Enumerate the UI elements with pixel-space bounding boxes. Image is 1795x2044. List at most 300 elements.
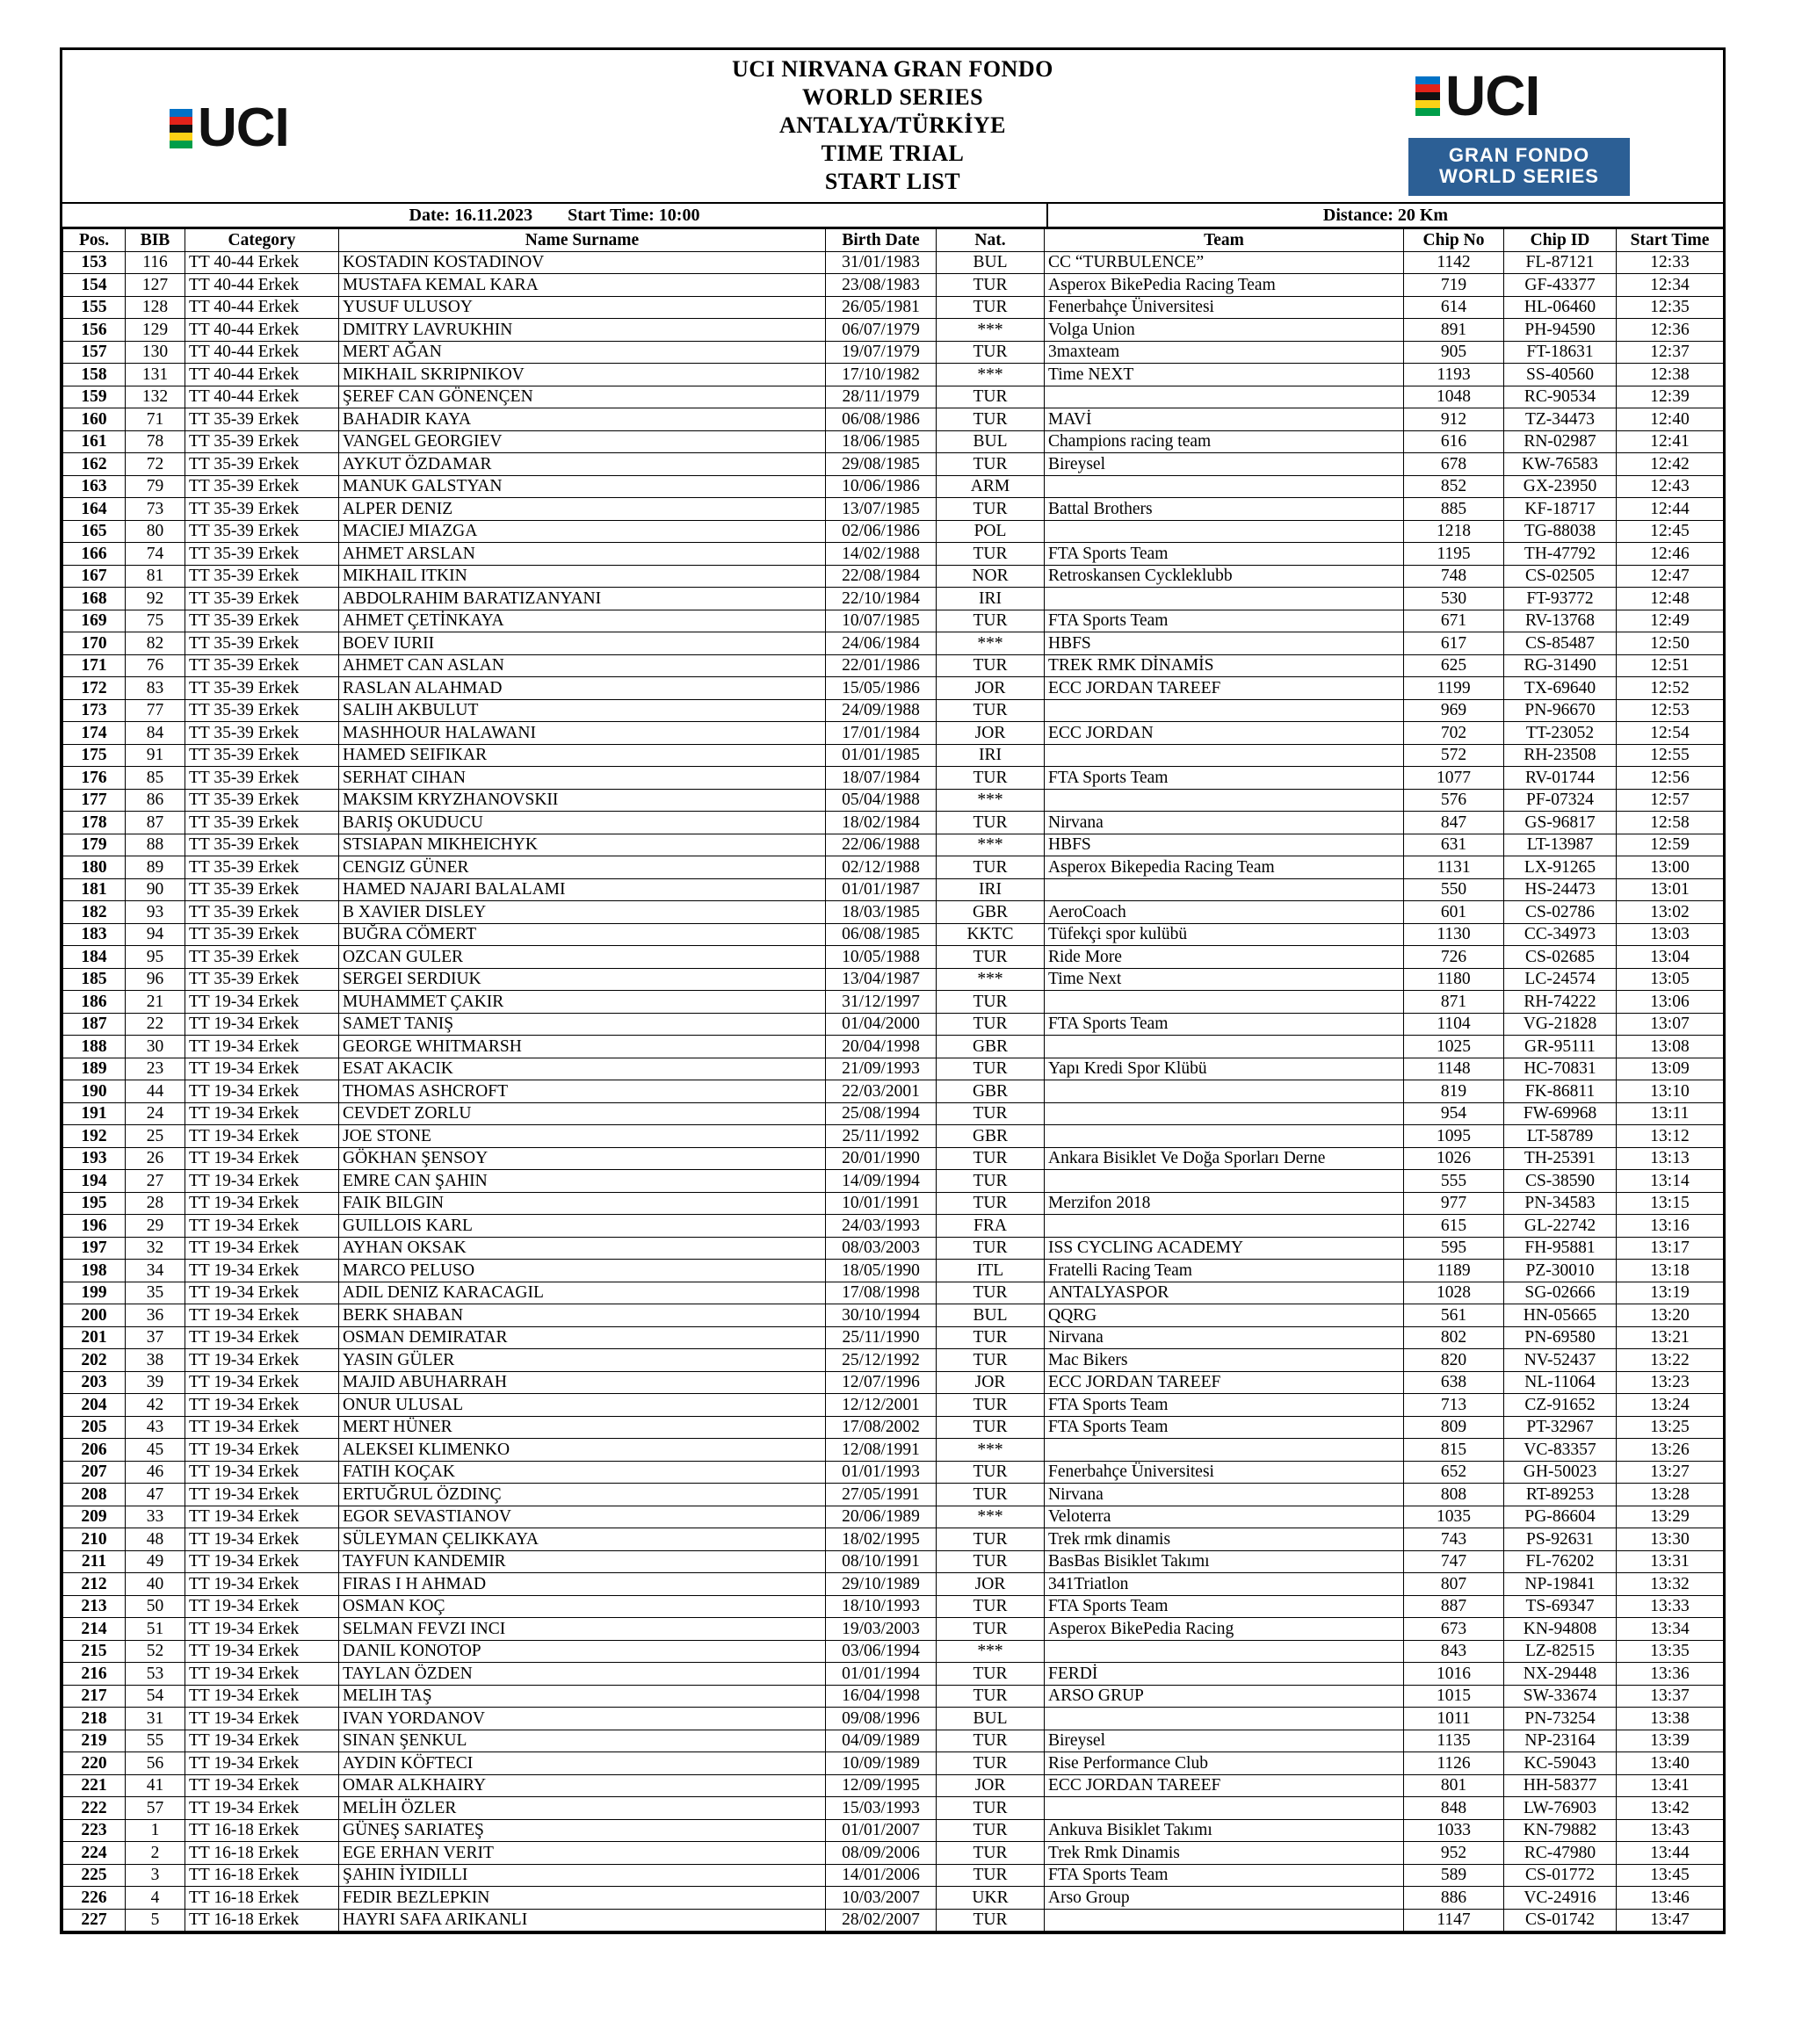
cell-chip-no: 801 <box>1404 1774 1504 1797</box>
cell-birth-date: 06/08/1985 <box>826 923 937 946</box>
cell-chip-no: 1147 <box>1404 1909 1504 1932</box>
cell-pos: 194 <box>63 1170 126 1193</box>
cell-bib: 21 <box>126 991 185 1014</box>
cell-start-time: 12:51 <box>1617 654 1724 677</box>
cell-name: ALEKSEI KLIMENKO <box>339 1439 826 1462</box>
cell-pos: 218 <box>63 1708 126 1730</box>
cell-team: ECC JORDAN TAREEF <box>1045 1371 1404 1394</box>
cell-pos: 217 <box>63 1685 126 1708</box>
cell-pos: 212 <box>63 1573 126 1596</box>
cell-start-time: 13:43 <box>1617 1819 1724 1842</box>
cell-bib: 28 <box>126 1192 185 1215</box>
cell-birth-date: 22/01/1986 <box>826 654 937 677</box>
cell-pos: 176 <box>63 767 126 790</box>
cell-chip-id: NX-29448 <box>1504 1663 1617 1686</box>
cell-name: ERTUĞRUL ÖZDINÇ <box>339 1484 826 1506</box>
cell-name: BERK SHABAN <box>339 1304 826 1327</box>
table-row <box>63 543 1724 566</box>
cell-category: TT 40-44 Erkek <box>185 251 339 274</box>
table-row <box>63 677 1724 700</box>
cell-start-time: 13:18 <box>1617 1260 1724 1282</box>
cell-category: TT 35-39 Erkek <box>185 901 339 924</box>
cell-pos: 219 <box>63 1730 126 1752</box>
cell-chip-id: RN-02987 <box>1504 430 1617 453</box>
cell-pos: 175 <box>63 744 126 767</box>
cell-birth-date: 31/12/1997 <box>826 991 937 1014</box>
cell-name: FATIH KOÇAK <box>339 1461 826 1484</box>
cell-start-time: 12:46 <box>1617 543 1724 566</box>
cell-category: TT 19-34 Erkek <box>185 1506 339 1528</box>
cell-team: FTA Sports Team <box>1045 1013 1404 1036</box>
table-row <box>63 1416 1724 1439</box>
cell-bib: 2 <box>126 1842 185 1865</box>
cell-bib: 4 <box>126 1887 185 1910</box>
cell-chip-id: HL-06460 <box>1504 296 1617 319</box>
table-row <box>63 1304 1724 1327</box>
table-row <box>63 1774 1724 1797</box>
cell-team <box>1045 1080 1404 1103</box>
cell-name: MASHHOUR HALAWANI <box>339 722 826 745</box>
cell-chip-id: KF-18717 <box>1504 498 1617 521</box>
cell-name: JOE STONE <box>339 1125 826 1148</box>
cell-pos: 227 <box>63 1909 126 1932</box>
cell-start-time: 13:17 <box>1617 1237 1724 1260</box>
cell-pos: 158 <box>63 364 126 386</box>
cell-bib: 44 <box>126 1080 185 1103</box>
cell-start-time: 12:37 <box>1617 341 1724 364</box>
cell-bib: 78 <box>126 430 185 453</box>
cell-category: TT 35-39 Erkek <box>185 722 339 745</box>
cell-name: SAMET TANIŞ <box>339 1013 826 1036</box>
cell-nat: TUR <box>937 1192 1045 1215</box>
cell-start-time: 13:36 <box>1617 1663 1724 1686</box>
cell-name: MELIH TAŞ <box>339 1685 826 1708</box>
cell-chip-no: 652 <box>1404 1461 1504 1484</box>
cell-chip-no: 1189 <box>1404 1260 1504 1282</box>
table-row <box>63 789 1724 812</box>
table-row <box>63 968 1724 991</box>
cell-birth-date: 01/01/2007 <box>826 1819 937 1842</box>
cell-start-time: 13:09 <box>1617 1058 1724 1080</box>
cell-nat: JOR <box>937 1371 1045 1394</box>
cell-chip-no: 589 <box>1404 1864 1504 1887</box>
cell-chip-no: 1193 <box>1404 364 1504 386</box>
cell-chip-id: VC-83357 <box>1504 1439 1617 1462</box>
cell-chip-id: PF-07324 <box>1504 789 1617 812</box>
cell-chip-id: TZ-34473 <box>1504 408 1617 431</box>
cell-name: AYDIN KÖFTECI <box>339 1752 826 1775</box>
table-row <box>63 699 1724 722</box>
cell-bib: 5 <box>126 1909 185 1932</box>
cell-team: MAVİ <box>1045 408 1404 431</box>
cell-start-time: 12:53 <box>1617 699 1724 722</box>
cell-team <box>1045 520 1404 543</box>
cell-pos: 183 <box>63 923 126 946</box>
table-row <box>63 834 1724 856</box>
cell-chip-id: VC-24916 <box>1504 1887 1617 1910</box>
cell-pos: 221 <box>63 1774 126 1797</box>
cell-pos: 173 <box>63 699 126 722</box>
cell-birth-date: 14/01/2006 <box>826 1864 937 1887</box>
cell-bib: 92 <box>126 588 185 610</box>
cell-nat: TUR <box>937 1685 1045 1708</box>
uci-wordmark: UCI <box>1445 64 1540 127</box>
cell-start-time: 13:24 <box>1617 1394 1724 1417</box>
cell-nat: *** <box>937 968 1045 991</box>
cell-team: FTA Sports Team <box>1045 1394 1404 1417</box>
cell-start-time: 12:56 <box>1617 767 1724 790</box>
cell-nat: *** <box>937 364 1045 386</box>
cell-nat: BUL <box>937 430 1045 453</box>
title-line-3: ANTALYA/TÜRKİYE <box>779 112 1006 138</box>
cell-birth-date: 19/03/2003 <box>826 1618 937 1641</box>
cell-chip-id: FL-87121 <box>1504 251 1617 274</box>
cell-name: ALPER DENIZ <box>339 498 826 521</box>
cell-birth-date: 06/08/1986 <box>826 408 937 431</box>
cell-pos: 193 <box>63 1147 126 1170</box>
cell-team <box>1045 878 1404 901</box>
cell-nat: TUR <box>937 1170 1045 1193</box>
cell-bib: 127 <box>126 274 185 297</box>
table-row <box>63 1618 1724 1641</box>
cell-bib: 85 <box>126 767 185 790</box>
cell-team: Asperox Bikepedia Racing Team <box>1045 856 1404 879</box>
cell-bib: 48 <box>126 1528 185 1551</box>
cell-chip-no: 638 <box>1404 1371 1504 1394</box>
table-row <box>63 1102 1724 1125</box>
cell-bib: 72 <box>126 453 185 476</box>
cell-nat: TUR <box>937 1282 1045 1304</box>
cell-name: MERT HÜNER <box>339 1416 826 1439</box>
cell-chip-no: 671 <box>1404 610 1504 632</box>
cell-pos: 205 <box>63 1416 126 1439</box>
cell-category: TT 19-34 Erkek <box>185 1663 339 1686</box>
cell-chip-id: CS-01772 <box>1504 1864 1617 1887</box>
cell-chip-no: 1218 <box>1404 520 1504 543</box>
cell-birth-date: 01/01/1994 <box>826 1663 937 1686</box>
cell-name: MANUK GALSTYAN <box>339 475 826 498</box>
cell-team: HBFS <box>1045 834 1404 856</box>
table-row <box>63 722 1724 745</box>
cell-chip-id: KW-76583 <box>1504 453 1617 476</box>
cell-chip-id: GS-96817 <box>1504 812 1617 834</box>
cell-name: SINAN ŞENKUL <box>339 1730 826 1752</box>
cell-category: TT 35-39 Erkek <box>185 498 339 521</box>
cell-birth-date: 02/06/1986 <box>826 520 937 543</box>
cell-nat: *** <box>937 1439 1045 1462</box>
cell-bib: 50 <box>126 1595 185 1618</box>
cell-start-time: 13:37 <box>1617 1685 1724 1708</box>
cell-pos: 215 <box>63 1640 126 1663</box>
cell-name: MACIEJ MIAZGA <box>339 520 826 543</box>
cell-nat: TUR <box>937 610 1045 632</box>
cell-category: TT 35-39 Erkek <box>185 453 339 476</box>
cell-chip-id: SG-02666 <box>1504 1282 1617 1304</box>
cell-chip-no: 614 <box>1404 296 1504 319</box>
cell-category: TT 35-39 Erkek <box>185 856 339 879</box>
table-row <box>63 1595 1724 1618</box>
cell-birth-date: 04/09/1989 <box>826 1730 937 1752</box>
cell-chip-no: 1131 <box>1404 856 1504 879</box>
cell-team: Trek rmk dinamis <box>1045 1528 1404 1551</box>
cell-category: TT 35-39 Erkek <box>185 610 339 632</box>
table-header-row <box>63 229 1724 252</box>
cell-nat: JOR <box>937 1573 1045 1596</box>
cell-bib: 91 <box>126 744 185 767</box>
cell-category: TT 19-34 Erkek <box>185 991 339 1014</box>
cell-pos: 197 <box>63 1237 126 1260</box>
cell-nat: TUR <box>937 408 1045 431</box>
cell-start-time: 13:20 <box>1617 1304 1724 1327</box>
cell-birth-date: 26/05/1981 <box>826 296 937 319</box>
cell-chip-id: KN-79882 <box>1504 1819 1617 1842</box>
cell-chip-id: CS-38590 <box>1504 1170 1617 1193</box>
title-line-1: UCI NIRVANA GRAN FONDO <box>732 56 1053 82</box>
cell-birth-date: 21/09/1993 <box>826 1058 937 1080</box>
table-row <box>63 1752 1724 1775</box>
cell-birth-date: 25/11/1990 <box>826 1326 937 1349</box>
cell-chip-id: PG-86604 <box>1504 1506 1617 1528</box>
cell-start-time: 12:42 <box>1617 453 1724 476</box>
cell-birth-date: 31/01/1983 <box>826 251 937 274</box>
table-row <box>63 1260 1724 1282</box>
cell-chip-no: 572 <box>1404 744 1504 767</box>
cell-pos: 222 <box>63 1797 126 1820</box>
cell-nat: *** <box>937 834 1045 856</box>
cell-category: TT 40-44 Erkek <box>185 364 339 386</box>
cell-pos: 163 <box>63 475 126 498</box>
cell-category: TT 35-39 Erkek <box>185 744 339 767</box>
cell-pos: 199 <box>63 1282 126 1304</box>
cell-name: AYKUT ÖZDAMAR <box>339 453 826 476</box>
cell-start-time: 13:42 <box>1617 1797 1724 1820</box>
cell-chip-no: 815 <box>1404 1439 1504 1462</box>
table-row <box>63 654 1724 677</box>
table-row <box>63 1909 1724 1932</box>
cell-name: THOMAS ASHCROFT <box>339 1080 826 1103</box>
cell-birth-date: 28/02/2007 <box>826 1909 937 1932</box>
cell-nat: TUR <box>937 1797 1045 1820</box>
cell-chip-no: 1025 <box>1404 1036 1504 1058</box>
cell-nat: TUR <box>937 1819 1045 1842</box>
cell-nat: TUR <box>937 1416 1045 1439</box>
cell-bib: 90 <box>126 878 185 901</box>
cell-category: TT 35-39 Erkek <box>185 408 339 431</box>
cell-bib: 94 <box>126 923 185 946</box>
cell-start-time: 13:46 <box>1617 1887 1724 1910</box>
cell-chip-id: CZ-91652 <box>1504 1394 1617 1417</box>
cell-birth-date: 24/06/1984 <box>826 632 937 655</box>
cell-start-time: 12:40 <box>1617 408 1724 431</box>
cell-team: HBFS <box>1045 632 1404 655</box>
cell-name: MUHAMMET ÇAKIR <box>339 991 826 1014</box>
cell-bib: 35 <box>126 1282 185 1304</box>
cell-team: Nirvana <box>1045 1326 1404 1349</box>
cell-birth-date: 08/10/1991 <box>826 1550 937 1573</box>
cell-team: Veloterra <box>1045 1506 1404 1528</box>
table-row <box>63 1282 1724 1304</box>
cell-chip-id: RC-47980 <box>1504 1842 1617 1865</box>
cell-chip-no: 809 <box>1404 1416 1504 1439</box>
table-row <box>63 610 1724 632</box>
cell-birth-date: 18/05/1990 <box>826 1260 937 1282</box>
cell-bib: 52 <box>126 1640 185 1663</box>
cell-nat: TUR <box>937 1864 1045 1887</box>
cell-name: ESAT AKACIK <box>339 1058 826 1080</box>
cell-name: BARIŞ OKUDUCU <box>339 812 826 834</box>
cell-team <box>1045 1215 1404 1238</box>
cell-nat: POL <box>937 520 1045 543</box>
cell-nat: TUR <box>937 543 1045 566</box>
cell-birth-date: 08/03/2003 <box>826 1237 937 1260</box>
cell-pos: 208 <box>63 1484 126 1506</box>
cell-bib: 42 <box>126 1394 185 1417</box>
cell-bib: 87 <box>126 812 185 834</box>
cell-chip-no: 530 <box>1404 588 1504 610</box>
cell-pos: 196 <box>63 1215 126 1238</box>
cell-team: BasBas Bisiklet Takımı <box>1045 1550 1404 1573</box>
cell-chip-no: 1095 <box>1404 1125 1504 1148</box>
cell-birth-date: 29/08/1985 <box>826 453 937 476</box>
cell-name: MUSTAFA KEMAL KARA <box>339 274 826 297</box>
cell-category: TT 19-34 Erkek <box>185 1013 339 1036</box>
cell-chip-id: NV-52437 <box>1504 1349 1617 1372</box>
start-time-label: Start Time: 10:00 <box>568 206 700 225</box>
cell-chip-id: PZ-30010 <box>1504 1260 1617 1282</box>
cell-category: TT 19-34 Erkek <box>185 1730 339 1752</box>
cell-chip-id: HH-58377 <box>1504 1774 1617 1797</box>
cell-birth-date: 13/07/1985 <box>826 498 937 521</box>
cell-pos: 188 <box>63 1036 126 1058</box>
cell-bib: 83 <box>126 677 185 700</box>
cell-name: EMRE CAN ŞAHIN <box>339 1170 826 1193</box>
cell-team: Bireysel <box>1045 453 1404 476</box>
cell-category: TT 19-34 Erkek <box>185 1685 339 1708</box>
cell-category: TT 35-39 Erkek <box>185 699 339 722</box>
cell-pos: 160 <box>63 408 126 431</box>
cell-nat: BUL <box>937 1304 1045 1327</box>
cell-pos: 203 <box>63 1371 126 1394</box>
cell-pos: 155 <box>63 296 126 319</box>
cell-birth-date: 22/06/1988 <box>826 834 937 856</box>
cell-chip-no: 631 <box>1404 834 1504 856</box>
cell-bib: 1 <box>126 1819 185 1842</box>
cell-chip-id: GH-50023 <box>1504 1461 1617 1484</box>
cell-birth-date: 08/09/2006 <box>826 1842 937 1865</box>
cell-start-time: 13:14 <box>1617 1170 1724 1193</box>
cell-nat: TUR <box>937 1349 1045 1372</box>
table-row <box>63 364 1724 386</box>
cell-chip-id: CS-02786 <box>1504 901 1617 924</box>
cell-birth-date: 29/10/1989 <box>826 1573 937 1596</box>
cell-chip-no: 1048 <box>1404 386 1504 408</box>
cell-chip-id: TH-25391 <box>1504 1147 1617 1170</box>
cell-category: TT 19-34 Erkek <box>185 1282 339 1304</box>
cell-start-time: 13:08 <box>1617 1036 1724 1058</box>
cell-category: TT 19-34 Erkek <box>185 1102 339 1125</box>
cell-team: Retroskansen Cyckleklubb <box>1045 565 1404 588</box>
cell-birth-date: 06/07/1979 <box>826 319 937 342</box>
cell-birth-date: 03/06/1994 <box>826 1640 937 1663</box>
cell-start-time: 13:31 <box>1617 1550 1724 1573</box>
cell-category: TT 19-34 Erkek <box>185 1550 339 1573</box>
cell-nat: TUR <box>937 453 1045 476</box>
cell-nat: *** <box>937 1506 1045 1528</box>
cell-start-time: 12:45 <box>1617 520 1724 543</box>
cell-birth-date: 05/04/1988 <box>826 789 937 812</box>
cell-birth-date: 19/07/1979 <box>826 341 937 364</box>
start-list-sheet <box>60 47 1726 1934</box>
cell-birth-date: 20/01/1990 <box>826 1147 937 1170</box>
cell-pos: 198 <box>63 1260 126 1282</box>
cell-chip-id: HN-05665 <box>1504 1304 1617 1327</box>
cell-category: TT 16-18 Erkek <box>185 1909 339 1932</box>
cell-chip-no: 673 <box>1404 1618 1504 1641</box>
cell-team: Mac Bikers <box>1045 1349 1404 1372</box>
cell-start-time: 12:35 <box>1617 296 1724 319</box>
cell-bib: 39 <box>126 1371 185 1394</box>
cell-category: TT 35-39 Erkek <box>185 588 339 610</box>
cell-bib: 46 <box>126 1461 185 1484</box>
cell-start-time: 12:47 <box>1617 565 1724 588</box>
cell-pos: 216 <box>63 1663 126 1686</box>
cell-nat: TUR <box>937 699 1045 722</box>
table-row <box>63 1550 1724 1573</box>
cell-team: Fenerbahçe Üniversitesi <box>1045 296 1404 319</box>
table-row <box>63 1887 1724 1910</box>
cell-name: CEVDET ZORLU <box>339 1102 826 1125</box>
cell-chip-no: 561 <box>1404 1304 1504 1327</box>
cell-name: GUILLOIS KARL <box>339 1215 826 1238</box>
cell-nat: TUR <box>937 654 1045 677</box>
table-row <box>63 1685 1724 1708</box>
cell-chip-id: CS-02505 <box>1504 565 1617 588</box>
cell-name: KOSTADIN KOSTADINOV <box>339 251 826 274</box>
cell-chip-no: 1180 <box>1404 968 1504 991</box>
cell-birth-date: 10/01/1991 <box>826 1192 937 1215</box>
cell-team <box>1045 588 1404 610</box>
cell-bib: 84 <box>126 722 185 745</box>
cell-name: AHMET ÇETİNKAYA <box>339 610 826 632</box>
table-row <box>63 498 1724 521</box>
cell-chip-no: 852 <box>1404 475 1504 498</box>
cell-chip-no: 1077 <box>1404 767 1504 790</box>
cell-chip-no: 1199 <box>1404 677 1504 700</box>
cell-name: MELİH ÖZLER <box>339 1797 826 1820</box>
cell-chip-no: 1126 <box>1404 1752 1504 1775</box>
cell-name: ŞAHIN İYIDILLI <box>339 1864 826 1887</box>
cell-category: TT 19-34 Erkek <box>185 1058 339 1080</box>
cell-team: Ankara Bisiklet Ve Doğa Sporları Derne <box>1045 1147 1404 1170</box>
cell-birth-date: 25/08/1994 <box>826 1102 937 1125</box>
cell-category: TT 35-39 Erkek <box>185 923 339 946</box>
table-row <box>63 341 1724 364</box>
cell-birth-date: 18/10/1993 <box>826 1595 937 1618</box>
cell-team: Fenerbahçe Üniversitesi <box>1045 1461 1404 1484</box>
cell-chip-id: VG-21828 <box>1504 1013 1617 1036</box>
cell-nat: *** <box>937 319 1045 342</box>
cell-category: TT 19-34 Erkek <box>185 1640 339 1663</box>
cell-category: TT 16-18 Erkek <box>185 1819 339 1842</box>
cell-chip-no: 1033 <box>1404 1819 1504 1842</box>
cell-team <box>1045 1125 1404 1148</box>
cell-birth-date: 12/12/2001 <box>826 1394 937 1417</box>
cell-name: TAYLAN ÖZDEN <box>339 1663 826 1686</box>
table-row <box>63 1036 1724 1058</box>
cell-chip-no: 820 <box>1404 1349 1504 1372</box>
cell-category: TT 35-39 Erkek <box>185 968 339 991</box>
cell-chip-no: 802 <box>1404 1326 1504 1349</box>
